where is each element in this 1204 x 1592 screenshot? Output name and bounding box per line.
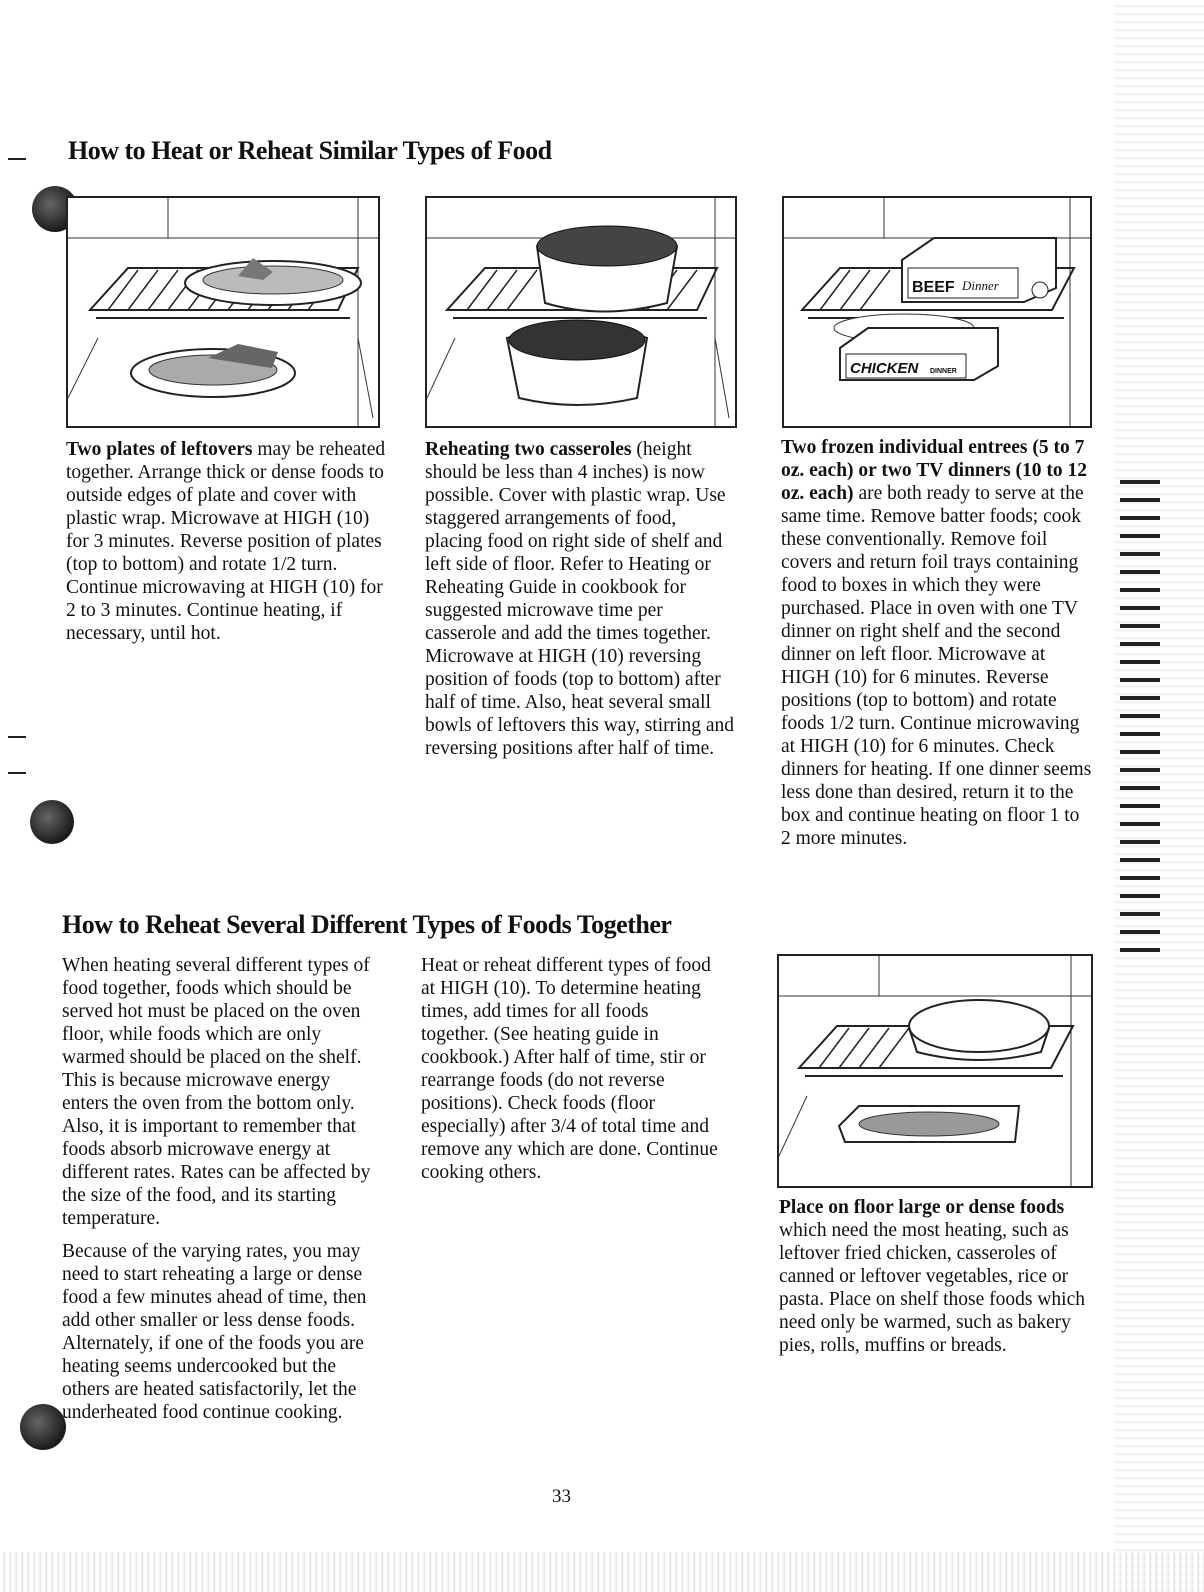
- punch-hole: [30, 800, 74, 844]
- caption-leftovers: [66, 438, 386, 645]
- body-column-1: [62, 954, 380, 1434]
- illustration-leftovers: [66, 196, 380, 428]
- caption-entrees-text: are both ready to serve at the same time. Remove batter foods; cook these conventionally. Remove foil covers and return foil trays containing food to boxes in which they were purchased. Place in oven with one TV dinner on right shelf and the second dinner on left floor. Microwave at HIGH (10) for 6 minutes. Reverse positions (top to bottom) and rotate foods 1/2 turn. Continue microwaving at HIGH (10) for 6 minutes. Check dinners for heating. If one dinner seems less done than desired, return it to the box and continue heating on floor 1 to 2 more minutes.: [781, 483, 1092, 849]
- margin-mark: [8, 736, 26, 738]
- margin-mark: [8, 158, 26, 160]
- section-heading-similar: How to Heat or Reheat Similar Types of Food: [68, 136, 552, 165]
- caption-entrees: [781, 436, 1093, 850]
- body-column-2: [421, 954, 721, 1194]
- body-paragraph-2: Because of the varying rates, you may need to start reheating a large or dense food a few minutes ahead of time, then add other smaller or less dense foods. Alternately, if one of the foods you are heating seems undercooked but the others are heated satisfactorily, let the underheated food continue cooking.: [62, 1241, 367, 1423]
- caption-floor: [779, 1196, 1095, 1357]
- body-paragraph-3: Heat or reheat different types of food at HIGH (10). To determine heating times, add times for all foods together. (See heating guide in cookbook.) After half of time, stir or rearrange foods (do not reverse positions). Check foods (floor especially) after 3/4 of total time and remove any which are done. Continue cooking others.: [421, 955, 718, 1183]
- beef-label: BEEF: [912, 279, 955, 296]
- illustration-floor-shelf: [777, 954, 1093, 1188]
- binding-marks: [1120, 480, 1160, 966]
- caption-entrees-bold: Two frozen individual entrees (5 to 7 oz. each) or two TV dinners (10 to 12 oz. each): [781, 437, 1088, 504]
- chicken-dinner-small: DINNER: [930, 368, 957, 375]
- illustration-tv-dinners: [782, 196, 1092, 428]
- caption-casseroles: [425, 438, 735, 760]
- caption-floor-text: which need the most heating, such as leftover fried chicken, casseroles of canned or leftover vegetables, rice or pasta. Place on shelf those foods which need only be warmed, such as bakery pies, rolls, muffins or breads.: [779, 1220, 1085, 1356]
- illustration-casseroles: [425, 196, 737, 428]
- chicken-label: CHICKEN: [850, 360, 919, 377]
- oven-plates-drawing: [68, 198, 378, 426]
- oven-casseroles-drawing: [427, 198, 735, 426]
- caption-casseroles-bold: Reheating two casseroles: [425, 439, 632, 460]
- caption-leftovers-text: may be reheated together. Arrange thick or dense foods to outside edges of plate and cover with plastic wrap. Microwave at HIGH (10) for 3 minutes. Reverse position of plates (top to bottom) and rotate 1/2 turn. Continue microwaving at HIGH (10) for 2 to 3 minutes. Continue heating, if necessary, until hot.: [66, 439, 386, 644]
- oven-pie-drawing: [779, 956, 1091, 1186]
- body-paragraph-1: When heating several different types of food together, foods which should be served hot must be placed on the oven floor, while foods which are only warmed should be placed on the shelf. This is because microwave energy enters the oven from the bottom only. Also, it is important to remember that foods absorb microwave energy at different rates. Rates can be affected by the size of the food, and its starting temperature.: [62, 955, 371, 1229]
- punch-hole: [20, 1404, 66, 1450]
- scan-bottom-artifact: [0, 1552, 1204, 1592]
- page-number: 33: [552, 1486, 571, 1507]
- caption-casseroles-text: (height should be less than 4 inches) is now possible. Cover with plastic wrap. Use staggered arrangements of food, placing food on right side of shelf and left side of floor. Refer to Heating or Reheating Guide in cookbook for suggested microwave time per casserole and add the times together. Microwave at HIGH (10) reversing position of foods (top to bottom) after half of time. Also, heat several small bowls of leftovers this way, stirring and reversing positions after half of time.: [425, 439, 735, 759]
- caption-leftovers-bold: Two plates of leftovers: [66, 439, 253, 460]
- caption-floor-bold: Place on floor large or dense foods: [779, 1197, 1065, 1218]
- section-heading-different: How to Reheat Several Different Types of Foods Together: [62, 910, 672, 939]
- beef-dinner-script: Dinner: [962, 278, 999, 293]
- oven-tv-dinners-drawing: [784, 198, 1090, 426]
- margin-mark: [8, 772, 26, 774]
